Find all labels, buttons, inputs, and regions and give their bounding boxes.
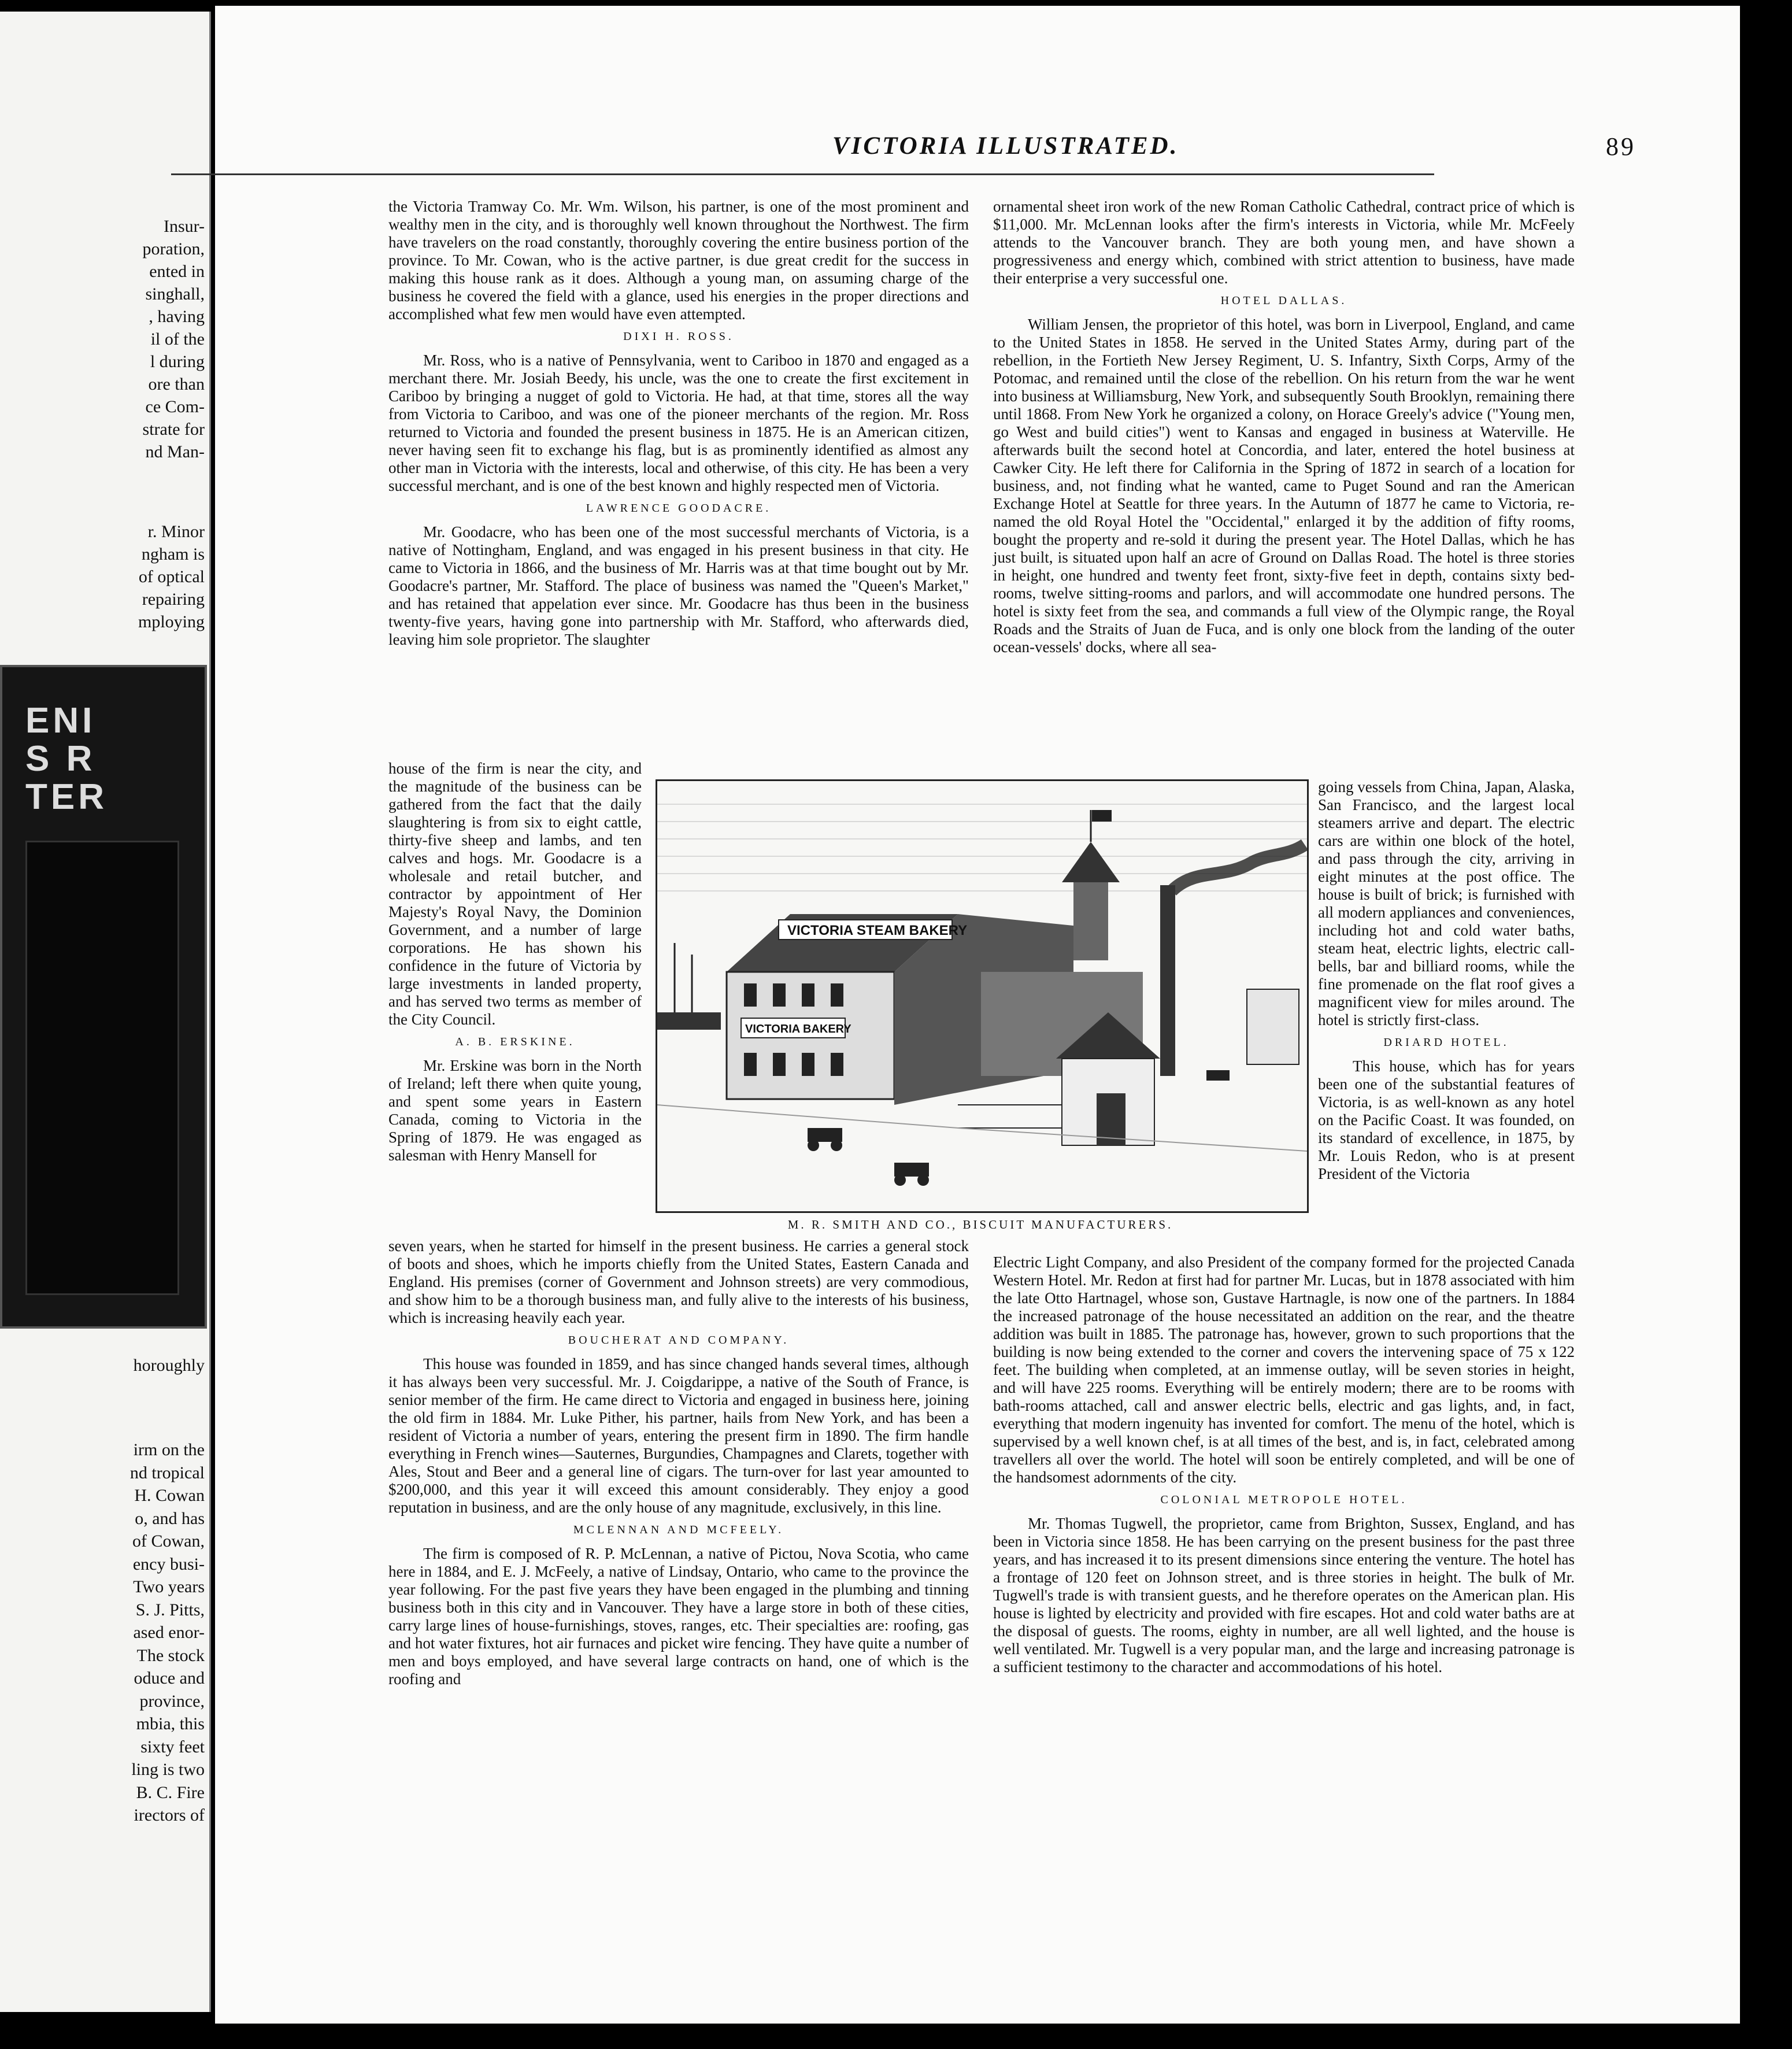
paragraph-hotel-dallas-continued: going vessels from China, Japan, Alaska, San Francisco, and the largest local steamers arrive and depart. The electric cars are within one block of the hotel, and pass through the city, arriving in eight minutes at the post office. The house is built of brick; is furnished with all modern appliances and conveniences, including hot and cold water baths, steam heat, electric lights, electric call-bells, bar and billiard rooms, while the fine promenade on the flat roof gives a magnificent view for miles around. The hotel is strictly first-class. — [1318, 778, 1575, 1029]
figure-caption: M. R. SMITH AND CO., BISCUIT MANUFACTURERS. — [787, 1218, 1173, 1231]
paragraph-hotel-dallas: William Jensen, the proprietor of this hotel, was born in Liverpool, England, and came to the United States in 1858. He served in the United States Army, during part of the rebellion, in the Fortieth New Jersey Regiment, U. S. Infantry, Sixth Corps, Army of the Potomac, and remained until the close of the rebellion. On his return from the war he went into business at Williamsburg, New York, and subsequently South Brooklyn, remaining there until 1868. From New York he organized a colony, on Horace Greely's advice ("Young men, go West and build cities") went to Kansas and engaged in business at Waterville. He afterwards built the second hotel at Concordia, and later, entered the hotel business at Cawker City. He left there for California in the Spring of 1872 in search of a location for business, and, not finding what he wanted, came to Puget Sound and ran the American Exchange Hotel at Seattle for three years. In the Autumn of 1877 he came to Victoria, re-named the old Royal Hotel the "Occidental," enlarged it by the addition of fifty rooms, bought the property and re-sold it during the present year. The Hotel Dallas, which he has just built, is situated upon half an acre of Ground on Dallas Road. The hotel is three stories in height, one hundred and twenty feet front, sixty-five feet in depth, contains sixty bed-rooms, twelve sitting-rooms and parlors, and will accommodate one hundred persons. The hotel is sixty feet from the sea, and commands a full view of the Olympic range, the Royal Roads and the Straits of Juan de Fuca, and is only one block from the landing of the outer ocean-vessels' docks, where all sea- — [993, 316, 1575, 656]
facing-page-line: S. J. Pitts, — [135, 1600, 205, 1619]
publication-title: VICTORIA ILLUSTRATED. — [832, 132, 1179, 160]
sign-victoria-steam-bakery: VICTORIA STEAM BAKERY — [787, 923, 968, 938]
heading-driard-hotel: DRIARD HOTEL. — [1383, 1036, 1509, 1049]
heading-hotel-dallas: HOTEL DALLAS. — [1220, 294, 1347, 307]
photo-lettering: ENI S R TER — [25, 701, 108, 817]
facing-page-line: strate for — [142, 420, 205, 439]
paragraph-goodacre: Mr. Goodacre, who has been one of the most successful merchants of Victoria, is a native of Nottingham, England, and was engaged in his present business in that city. He came to Victoria in 1866, and the business of Mr. Harris was at that time bought out by Mr. Goodacre's partner, Mr. Stafford. The place of business was named the "Queen's Market," and has retained that appelation ever since. Mr. Goodacre has thus been in the business twenty-five years, having gone into partnership with Mr. Stafford, who afterwards died, leaving him sole proprietor. The slaughter — [388, 523, 969, 648]
paragraph-mclennan: The firm is composed of R. P. McLennan, a native of Pictou, Nova Scotia, who came here in 1884, and E. J. McFeely, a native of Lindsay, Ontario, who came to the province the year following. For the past five years they have been engaged in the plumbing and tinning business both in this city and in Vancouver. They have a large store in both of these cities, carry large lines of house-furnishings, stoves, ranges, etc. Their specialties are: roofing, gas and hot water fixtures, hot air furnaces and picket wire fencing. They have quite a number of men and boys employed, and have several large contracts on hand, one of which is the roofing and — [388, 1545, 969, 1688]
facing-page-line: province, — [139, 1691, 205, 1711]
facing-page-line: oduce and — [134, 1669, 205, 1688]
right-column-bottom — [993, 1253, 1575, 1676]
facing-page-photo — [0, 665, 207, 1329]
paragraph-boucherat: This house was founded in 1859, and has since changed hands several times, although it has always been very successful. Mr. J. Coigdarippe, a native of the South of France, is senior member of the firm. He came direct to Victoria and engaged in business here, joining the old firm in 1884. Mr. Luke Pither, his partner, hails from New York, and has been a resident of Victoria a number of years, entering the present firm in 1890. The firm handle everything in French wines—Sauternes, Burgundies, Champagnes and Clarets, together with Ales, Stout and Beer and a general line of cigars. The turn-over for last year amounted to $200,000, and this year it will exceed this amount considerably. They enjoy a good reputation in business, and are the only house of any magnitude, exclusively, in this line. — [388, 1355, 969, 1516]
facing-page-line: nd Man- — [145, 442, 205, 461]
facing-page-line: il of the — [150, 330, 205, 349]
facing-page-line: of optical — [138, 567, 205, 586]
paragraph-driard-hotel: This house, which has for years been one of the substantial features of Victoria, is as well-known as any hotel on the Pacific Coast. It was founded, on its standard of excellence, in 1875, by Mr. Louis Redon, who is at present President of the Victoria — [1318, 1057, 1575, 1182]
facing-page-line: Insur- — [163, 217, 205, 236]
paragraph-cowan-continued: the Victoria Tramway Co. Mr. Wm. Wilson, his partner, is one of the most prominent and wealthy men in the city, and is thoroughly well known throughout the Northwest. The firm have travelers on the road constantly, thoroughly covering the entire business portion of the province. To Mr. Cowan, who is the active partner, is due great credit for the success in making this house rank as it does. Although a young man, on assuming charge of the business he covered the field with a glance, used his energies in the proper directions and accomplished what few men would have even attempted. — [388, 198, 969, 323]
paragraph-mclennan-continued: ornamental sheet iron work of the new Roman Catholic Cathedral, contract price of which is $11,000. Mr. McLennan looks after the firm's interests in Victoria, while Mr. McFeely attends to the Vancouver branch. They are both young men, and have shown a progressiveness and energy which, combined with strict attention to business, have made their enterprise a very successful one. — [993, 198, 1575, 287]
facing-page-line: nd tropical — [129, 1463, 205, 1482]
facing-page-line: sixty feet — [140, 1737, 205, 1756]
scan-border-right — [1740, 0, 1792, 2049]
heading-lawrence-goodacre: LAWRENCE GOODACRE. — [586, 502, 772, 515]
paragraph-driard-continued: Electric Light Company, and also President of the company formed for the projected Canada Western Hotel. Mr. Redon at first had for partner Mr. Lucas, but in 1878 associated with him the late Otto Hartnagel, whose son, Gustave Hartnagle, is now one of the partners. In 1884 the increased patronage of the house necessitated an addition on the rear, and the theatre addition was built in 1885. The patronage has, however, grown to such proportions that the building is now being extended to the corner and covers the intervening space of 75 x 122 feet. The building when completed, at an immense outlay, will be seven stories in height, and will have 225 rooms. Everything will be entirely modern; there are to be rooms with bath-rooms attached, call and answer electric bells, electric and gas lights, and, in fact, everything that modern ingenuity has invented for comfort. The menu of the hotel, which is supervised by a well known chef, is at all times of the best, and is, in fact, celebrated among travellers all over the world. The hotel will soon be entirely completed, and will be one of the handsomest adornments of the city. — [993, 1253, 1575, 1486]
facing-page-line: repairing — [142, 590, 205, 609]
left-column-narrow — [388, 760, 642, 1164]
left-column-top — [388, 198, 969, 649]
factory-engraving — [657, 781, 1307, 1211]
facing-page-line: o, and has — [135, 1508, 205, 1528]
right-column-narrow — [1318, 778, 1575, 1183]
right-column-top — [993, 198, 1575, 656]
facing-page-line: B. C. Fire — [136, 1782, 205, 1802]
left-column-bottom — [388, 1237, 969, 1688]
facing-page-line: l during — [150, 352, 205, 371]
heading-erskine: A. B. ERSKINE. — [455, 1035, 575, 1048]
facing-page-line: ngham is — [141, 545, 205, 564]
photo-dark-area — [25, 841, 179, 1295]
heading-dixi-ross: DIXI H. ROSS. — [623, 330, 734, 343]
paragraph-colonial-metropole: Mr. Thomas Tugwell, the proprietor, came from Brighton, Sussex, England, and has been in Victoria since 1858. He has been carrying on the present business for the past three years, and has increased it to its present dimensions since entering the venture. The hotel has a frontage of 120 feet on Johnson street, and is three stories in height. The bulk of Mr. Tugwell's trade is with transient guests, and he therefore operates on the American plan. His house is lighted by electricity and provided with fire escapes. Hot and cold water baths are at the disposal of guests. The rooms, eighty in number, are all well lighted, and the house is well ventilated. Mr. Tugwell is a very popular man, and the large and increasing patronage is a sufficient testimony to the character and accommodations of his hotel. — [993, 1515, 1575, 1676]
facing-page-line: ce Com- — [145, 397, 205, 416]
facing-page-line: ling is two — [131, 1760, 205, 1779]
facing-page-fragment — [0, 12, 211, 2012]
facing-page-line: irm on the — [133, 1440, 205, 1459]
facing-page-line: of Cowan, — [132, 1532, 205, 1551]
header-rule — [171, 173, 1434, 175]
facing-page-line: mploying — [138, 612, 205, 631]
sign-victoria-bakery: VICTORIA BAKERY — [745, 1023, 851, 1035]
heading-colonial-metropole: COLONIAL METROPOLE HOTEL. — [1160, 1493, 1408, 1506]
facing-page-line: Two years — [133, 1577, 205, 1596]
facing-page-line: ented in — [149, 262, 205, 281]
paragraph-goodacre-continued: house of the firm is near the city, and the magnitude of the business can be gathered from the fact that the daily slaughtering is from six to eight cattle, thirty-five sheep and lambs, and ten calves and hogs. Mr. Goodacre is a wholesale and retail butcher, and contractor by appointment of Her Majesty's Royal Navy, the Dominion Government, and a number of large corporations. He has shown his confidence in the future of Victoria by large investments in landed property, and has served two terms as member of the City Council. — [388, 760, 642, 1028]
facing-page-line: ased enor- — [133, 1623, 205, 1642]
facing-page-line: poration, — [142, 239, 205, 258]
paragraph-erskine: Mr. Erskine was born in the North of Ireland; left there when quite young, and spent some years in Eastern Canada, coming to Victoria in the Spring of 1879. He was engaged as salesman with Henry Mansell for — [388, 1057, 642, 1164]
facing-page-line: r. Minor — [147, 522, 205, 541]
facing-page-line: ore than — [148, 375, 205, 394]
facing-page-line: ency busi- — [132, 1554, 205, 1574]
facing-page-line: horoughly — [133, 1356, 205, 1375]
facing-page-line: H. Cowan — [134, 1486, 205, 1505]
facing-page-line: , having — [149, 307, 205, 326]
paragraph-ross: Mr. Ross, who is a native of Pennsylvania, went to Cariboo in 1870 and engaged as a merchant there. Mr. Josiah Beedy, his uncle, was the one to create the first excitement in Cariboo by bringing a nugget of gold to Victoria. He had, at that time, stores all the way from Victoria to Cariboo, and was one of the pioneer merchants of the region. Mr. Ross returned to Victoria and founded the present business in 1875. He is an American citizen, never having seen fit to exchange his flag, but is as prominently identified as almost any other man in Victoria with the interests, local and otherwise, of this city. He has been a very successful merchant, and is one of the best known and highly respected men of Victoria. — [388, 352, 969, 494]
facing-page-line: singhall, — [145, 284, 205, 304]
facing-page-line: mbia, this — [136, 1714, 205, 1733]
paragraph-erskine-continued: seven years, when he started for himself in the present business. He carries a general stock of boots and shoes, which he imports chiefly from the United States, Eastern Canada and England. His premises (corner of Government and Johnson streets) are very commodious, and show him to be a thorough business man, and fully alive to the interests of his business, which is increasing heavily each year. — [388, 1237, 969, 1326]
facing-page-line: The stock — [136, 1645, 205, 1665]
heading-mclennan: MCLENNAN AND MCFEELY. — [573, 1523, 784, 1536]
page-number: 89 — [1606, 132, 1636, 161]
illustration-biscuit-factory — [656, 779, 1309, 1213]
facing-page-line: irectors of — [134, 1806, 205, 1825]
heading-boucherat: BOUCHERAT AND COMPANY. — [568, 1334, 790, 1347]
